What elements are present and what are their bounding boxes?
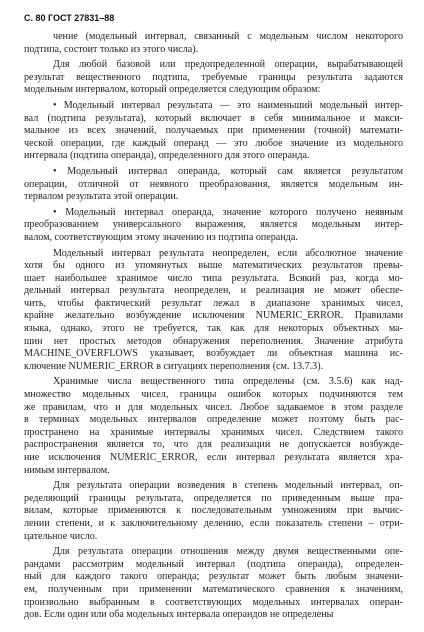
paragraph [24,480,403,543]
text-line: Для результата операции возведения в степень модельный интервал, оп- [53,480,403,492]
text-line: тервалом результата этой операции. [24,191,179,203]
text-line: подтипа, состоит только из этого числа). [24,43,199,55]
text-line: • Модельный интервал результата — это наименьший модельный интер- [53,99,403,111]
text-line: вал (подтипа результата), который включает в себя минимальное и макси- [24,112,403,124]
text-line: Модельный интервал результата неопределен, если абсолютное значение [53,247,403,259]
text-line: рандами рассмотрим модельный интервал (подтипа операнда), определен- [24,558,403,570]
text-line: результат вещественного подтипа, требуемые границы результата задаются [24,71,403,83]
text-line: шин нет простых методов обнаружения переполнения. Значение атрибута [24,335,403,347]
text-line: ем, полученным при применении математического сравнения к значениям, [24,583,403,595]
paragraph [24,546,403,622]
text-line: крайне желательно возбуждение исключения NUMERIC_ERROR. Правилами [24,310,403,322]
text-line: операции, отличной от неявного преобразования, является модельным ин- [24,178,403,190]
paragraph [24,166,403,204]
text-line: же правилам, что и для модельных чисел. Любое задаваемое в этом разделе [24,401,403,413]
text-line: вилам, которые применяются к последовательным умножениям при вычис- [24,505,403,517]
text-line: Для любой базовой или предопределенной операции, вырабатывающей [53,59,403,71]
text-line: ределяющий границы результата, определяется по приведенным выше пра- [24,492,403,504]
text-line: чение (модельный интервал, связанный с модельным числом некоторого [53,31,403,42]
text-line: произвольно выбранным в соответствующих модельных интервалах операн- [24,596,403,608]
text-line: дельный интервал результата неопределен, и реализация не может обеспе- [24,285,403,297]
text-line: лении степени, и к заключительному делению, если показатель степени – отри- [24,517,403,529]
text-line: • Модельный интервал операнда, который сам является результатом [53,165,403,177]
text-line: в терминах модельных интервалов определение может поэтому быть рас- [24,414,403,426]
text-line: валом, соответствующим этому значению из подтипа операнда. [24,231,298,243]
text-line: Для результата операции отношения между двумя вещественными опе- [53,546,403,558]
text-line: интервала (подтипа операнда), определенного для этого операнда. [24,150,310,162]
text-line: MACHINE_OVERFLOWS указывает, возбуждает ли объектная машина ис- [24,348,403,360]
text-line: нимым интервалом. [24,464,110,476]
text-line: распространения является то, что для реализации не допускается возбужде- [24,439,403,451]
text-line: ный для каждого такого операнда; результат может быть любым значени- [24,571,403,583]
paragraph [24,100,403,163]
text-line: чить, чтобы фактический результат лежал в диапазоне хранимых чисел, [24,297,403,309]
text-line: пространено на хранимые интервалы хранимых чисел. Следствием такого [24,426,403,438]
text-line: модельным интервалом, который определяется следующим образом: [24,84,321,96]
text-line: цательное число. [24,530,98,542]
text-line: дов. Если один или оба модельных интервала операндов не определены [24,609,334,621]
text-line: • Модельный интервал операнда, значение которого получено неявным [53,206,403,218]
text-line: ние исключения NUMERIC_ERROR, если интервал результата является хра- [24,452,403,463]
text-line: ческой операции, где каждый операнд — это любое значение из модельного [24,137,403,149]
text-line: преобразованием универсального выражения, является модельным интер- [24,219,403,231]
paragraph [24,31,403,56]
paragraph [24,59,403,97]
paragraph [24,248,403,374]
text-line: Хранимые числа вещественного типа определены (см. 3.5.6) как над- [53,376,403,388]
text-line: ключение NUMERIC_ERROR в ситуациях переполнения (см. 13.7.3). [24,360,324,372]
text-line: шает наибольшее хранимое число типа результата. Всякий раз, когда мо- [24,272,403,284]
text-line: множество модельных чисел, границы ошибок которых подчиняются тем [24,389,403,401]
paragraph [24,376,403,477]
paragraph [24,207,403,245]
page-header: С. 80 ГОСТ 27831–88 [24,13,115,23]
text-line: мальное из всех значений, получаемых при применении (точной) математи- [24,125,403,137]
text-line: хотя бы одного из упомянутых выше математических результатов превы- [24,260,403,272]
document-body [24,31,403,622]
text-line: языка, однако, этого не требуется, так как для некоторых объектных ма- [24,323,403,335]
